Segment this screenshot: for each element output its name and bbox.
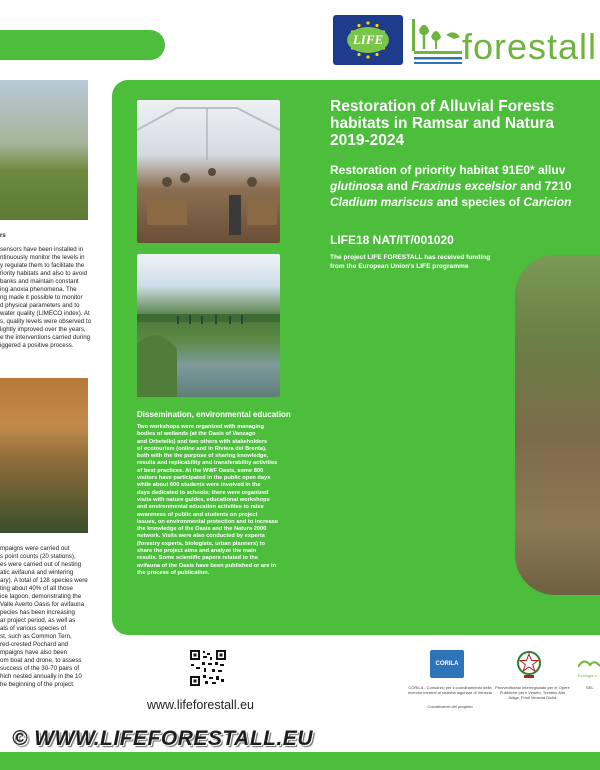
- left-paragraph-avifauna: [0, 545, 100, 689]
- dissemination-line: avifauna of the Oasis have been published or are in: [137, 562, 277, 569]
- left-paragraph-avifauna-line: success of the 30-70 pairs of: [0, 665, 80, 672]
- left-paragraph-avifauna-line: red-crested Pochard and: [0, 641, 69, 648]
- left-paragraph-sensors: [0, 246, 100, 350]
- left-paragraph-avifauna-line: pecies has been increasing: [0, 609, 75, 616]
- sub-title-species: Cladium mariscus: [330, 195, 434, 209]
- left-paragraph-avifauna-line: s point counts (20 stations),: [0, 553, 76, 560]
- provveditorato-description: Provveditorato Interregionale per le Opere Pubbliche per il Veneto, Trentino Alto Adige, Friuli Venezia Giulia: [495, 685, 570, 700]
- dissemination-line: network. Visits were also conducted by experts: [137, 533, 265, 540]
- photo-planting-field: [515, 255, 600, 595]
- left-paragraph-avifauna-line: atic avifauna and wintering: [0, 569, 74, 576]
- dissemination-line: the knowledge of the Oasis and the Natura 2000: [137, 526, 267, 533]
- life-logo-text: LIFE: [347, 27, 389, 53]
- sub-title-species: glutinosa: [330, 179, 384, 193]
- left-paragraph-sensors-line: riority habitats and also to avoid: [0, 270, 88, 277]
- dissemination-line: issues, on environmental protection and to increase: [137, 518, 278, 525]
- left-paragraph-avifauna-line: ting about 40% of all those: [0, 585, 73, 592]
- dissemination-line: both with the the purpose of sharing knowledge,: [137, 453, 269, 460]
- sub-title-species: Caricion: [523, 195, 572, 209]
- left-paragraph-sensors-line: y regulate them to facilitate the: [0, 262, 85, 269]
- dissemination-line: results. Some scientific papers related to the: [137, 555, 259, 562]
- sub-title-line: [330, 194, 600, 210]
- left-paragraph-sensors-line: ng made it possible to monitor: [0, 294, 83, 301]
- dissemination-line: and Orbetello) and two others with stakeholders: [137, 438, 268, 445]
- left-paragraph-avifauna-line: he beginning of the project.: [0, 681, 75, 688]
- lake-illustration: [137, 254, 280, 397]
- main-title: [330, 98, 600, 149]
- left-paragraph-sensors-line: lightly improved over the years,: [0, 326, 86, 333]
- ecology-logo-sub: SEL: [586, 685, 594, 690]
- eu-life-logo: [333, 15, 403, 65]
- dissemination-line: awareness of public and students on project: [137, 511, 258, 518]
- left-paragraph-sensors-line: iggered a positive process.: [0, 342, 74, 349]
- footer-banner-text: © WWW.LIFEFORESTALL.EU: [12, 727, 313, 750]
- left-photo-wetland: [0, 80, 88, 220]
- sub-title-text: Restoration of priority habitat 91E0* alluv: [330, 163, 566, 177]
- left-paragraph-avifauna-line: mpaigns were carried out: [0, 545, 70, 552]
- left-paragraph-avifauna-line: ice lagoon, demonstrating the: [0, 593, 82, 600]
- dissemination-line: days dedicated to schools; there were organized: [137, 489, 269, 496]
- website-link[interactable]: www.lifeforestall.eu: [147, 698, 254, 712]
- left-paragraph-sensors-line: e the interventions carried during: [0, 334, 91, 341]
- dissemination-line: the process of publication.: [137, 569, 210, 576]
- left-paragraph-avifauna-line: hich nested annually in the 10: [0, 673, 82, 680]
- left-paragraph-sensors-line: ntinuously monitor the levels in: [0, 254, 85, 261]
- photo-workshop-tent: [137, 100, 280, 243]
- corila-role: Coordinatore del progetto: [427, 704, 473, 709]
- sub-title-species: Fraxinus excelsior: [411, 179, 517, 193]
- dissemination-line: results and replicability and transferability activities: [137, 460, 278, 467]
- tent-illustration: [137, 100, 280, 243]
- left-paragraph-avifauna-line: ary). A total of 128 species were: [0, 577, 88, 584]
- ecology-logo-text: Ecologia a: [578, 673, 597, 678]
- ecology-logo-icon: [578, 657, 600, 671]
- left-paragraph-sensors-line: ing anoxia phenomena. The: [0, 286, 77, 293]
- main-title-line: Restoration of Alluvial Forests: [330, 98, 555, 115]
- italian-emblem-icon: [515, 648, 543, 680]
- corila-logo: CORILA: [430, 650, 464, 678]
- top-green-bar: [0, 30, 165, 60]
- funding-statement: The project LIFE FORESTALL has received funding from the European Union's LIFE programme: [330, 254, 491, 270]
- sub-title: [330, 162, 600, 210]
- dissemination-line: Two workshops were organized with managing: [137, 424, 264, 430]
- dissemination-line: bodies of wetlands (at the Oasis of Vanzago: [137, 431, 256, 438]
- dissemination-line: while about 600 students were involved in the: [137, 482, 261, 489]
- sub-title-line: [330, 162, 600, 178]
- main-title-line: 2019-2024: [330, 132, 405, 149]
- dissemination-heading: Dissemination, environmental education: [137, 410, 291, 419]
- dissemination-line: share the project aims and analyze the main: [137, 548, 257, 555]
- brand-name: forestall: [462, 26, 598, 67]
- sub-title-text: and 7210: [516, 179, 572, 193]
- left-paragraph-avifauna-line: mpaigns have also been: [0, 649, 68, 656]
- left-paragraph-avifauna-line: Valle Averto Oasis for avifauna: [0, 601, 85, 608]
- left-paragraph-avifauna-line: om boat and drone, to assess: [0, 657, 82, 664]
- left-photo-birdwatcher: [0, 378, 88, 533]
- left-paragraph-avifauna-line: ar project period, as well as: [0, 617, 76, 624]
- photo-lake-visitors: [137, 254, 280, 397]
- left-paragraph-sensors-line: banks and maintain constant: [0, 278, 79, 285]
- dissemination-line: visits with nature guides, educational workshops: [137, 496, 270, 503]
- dissemination-body: [137, 424, 289, 577]
- left-paragraph-sensors-line: water quality (LIMECO index). At: [0, 310, 90, 317]
- dissemination-line: (forestry experts, biologists, urban planners) to: [137, 540, 265, 547]
- sub-title-line: [330, 178, 600, 194]
- main-title-line: habitats in Ramsar and Natura: [330, 115, 554, 132]
- corila-description: CORILA - Consorzio per il coordinamento delle ricerche inerenti al sistema lagunare di Venezia: [408, 685, 492, 695]
- dissemination-line: and environmental education activities to raise: [137, 504, 264, 511]
- sub-title-text: and: [383, 179, 412, 193]
- left-paragraph-avifauna-line: st, such as Common Tern,: [0, 633, 72, 640]
- dissemination-line: visitors have participated in the public open days: [137, 475, 271, 482]
- left-section-heading: rs: [0, 233, 6, 239]
- left-paragraph-sensors-line: s, quality levels were observed to: [0, 318, 92, 325]
- left-paragraph-sensors-line: d physical parameters and to: [0, 302, 80, 309]
- dissemination-line: of ecotourism (online and in Riviera del Brenta),: [137, 445, 267, 452]
- footer-green-bar: [0, 752, 600, 770]
- project-code: LIFE18 NAT/IT/001020: [330, 233, 454, 247]
- left-paragraph-sensors-line: sensors have been installed in: [0, 246, 84, 253]
- sub-title-text: and species of: [433, 195, 524, 209]
- dissemination-line: of best practices. At the WWF Oasis, some 800: [137, 467, 264, 474]
- qr-code-icon[interactable]: [190, 650, 226, 686]
- left-paragraph-avifauna-line: als of various species of: [0, 625, 67, 632]
- left-paragraph-avifauna-line: es were carried out of nesting: [0, 561, 82, 568]
